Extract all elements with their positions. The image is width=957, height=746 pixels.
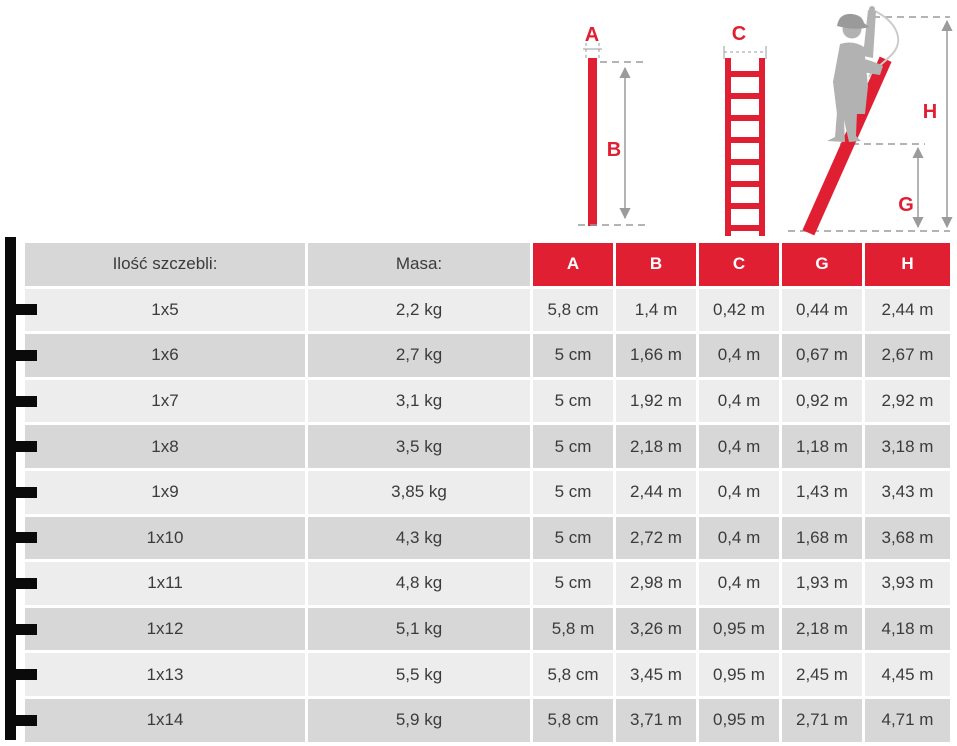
- column-header-h: H: [865, 243, 950, 286]
- dim-label-h: H: [922, 101, 938, 123]
- ladder-rung-stub: [14, 624, 37, 635]
- cell-1x7-g: 0,92 m: [782, 380, 862, 423]
- cell-1x14-b: 3,71 m: [616, 699, 696, 742]
- cell-1x7-a: 5 cm: [533, 380, 613, 423]
- cell-1x10-b: 2,72 m: [616, 517, 696, 560]
- cell-1x7-rungs: 1x7: [25, 380, 305, 423]
- cell-1x14-rungs: 1x14: [25, 699, 305, 742]
- cell-1x10-rungs: 1x10: [25, 517, 305, 560]
- cell-1x8-h: 3,18 m: [865, 425, 950, 468]
- ladder-side-profile: [578, 24, 648, 226]
- cell-1x12-h: 4,18 m: [865, 608, 950, 651]
- cell-1x13-rungs: 1x13: [25, 653, 305, 696]
- cell-1x12-mass: 5,1 kg: [308, 608, 530, 651]
- cell-1x12-g: 2,18 m: [782, 608, 862, 651]
- side-rail-bar: [588, 58, 597, 226]
- cell-1x13-c: 0,95 m: [699, 653, 779, 696]
- cell-1x5-b: 1,4 m: [616, 289, 696, 332]
- column-header-mass: Masa:: [308, 243, 530, 286]
- cell-1x5-a: 5,8 cm: [533, 289, 613, 332]
- cell-1x6-b: 1,66 m: [616, 334, 696, 377]
- cell-1x9-mass: 3,85 kg: [308, 471, 530, 514]
- cell-1x8-mass: 3,5 kg: [308, 425, 530, 468]
- cell-1x9-a: 5 cm: [533, 471, 613, 514]
- cell-1x12-b: 3,26 m: [616, 608, 696, 651]
- column-header-a: A: [533, 243, 613, 286]
- cell-1x14-g: 2,71 m: [782, 699, 862, 742]
- dim-label-g: G: [898, 194, 914, 216]
- cell-1x13-h: 4,45 m: [865, 653, 950, 696]
- cell-1x5-mass: 2,2 kg: [308, 289, 530, 332]
- ladder-front-view: [724, 23, 766, 236]
- cell-1x11-a: 5 cm: [533, 562, 613, 605]
- cell-1x14-c: 0,95 m: [699, 699, 779, 742]
- cell-1x13-a: 5,8 cm: [533, 653, 613, 696]
- ladder-rung-stub: [14, 487, 37, 498]
- dim-label-a: A: [584, 24, 600, 46]
- cell-1x12-a: 5,8 m: [533, 608, 613, 651]
- cell-1x11-b: 2,98 m: [616, 562, 696, 605]
- cell-1x9-rungs: 1x9: [25, 471, 305, 514]
- dim-label-c: C: [731, 23, 747, 45]
- ladder-rung-stub: [14, 532, 37, 543]
- climbing-scene: [788, 6, 950, 235]
- cell-1x7-h: 2,92 m: [865, 380, 950, 423]
- spec-table: [25, 243, 950, 742]
- cell-1x6-mass: 2,7 kg: [308, 334, 530, 377]
- ladder-rung-stub: [14, 350, 37, 361]
- cell-1x7-b: 1,92 m: [616, 380, 696, 423]
- dim-label-b: B: [606, 139, 622, 161]
- cell-1x6-a: 5 cm: [533, 334, 613, 377]
- ladder-rung-stub: [14, 715, 37, 726]
- cap-icon: [837, 14, 869, 29]
- cell-1x5-g: 0,44 m: [782, 289, 862, 332]
- cell-1x10-mass: 4,3 kg: [308, 517, 530, 560]
- cell-1x9-g: 1,43 m: [782, 471, 862, 514]
- cell-1x13-mass: 5,5 kg: [308, 653, 530, 696]
- cell-1x11-rungs: 1x11: [25, 562, 305, 605]
- column-header-c: C: [699, 243, 779, 286]
- cell-1x14-h: 4,71 m: [865, 699, 950, 742]
- ladder-dimension-diagram: [0, 0, 957, 240]
- cell-1x14-a: 5,8 cm: [533, 699, 613, 742]
- cell-1x5-rungs: 1x5: [25, 289, 305, 332]
- ladder-rung-stub: [14, 578, 37, 589]
- cell-1x12-rungs: 1x12: [25, 608, 305, 651]
- ladder-rung-stub: [14, 669, 37, 680]
- column-header-b: B: [616, 243, 696, 286]
- cell-1x9-b: 2,44 m: [616, 471, 696, 514]
- cell-1x10-h: 3,68 m: [865, 517, 950, 560]
- ladder-rung-stub: [14, 396, 37, 407]
- column-header-rungs: Ilość szczebli:: [25, 243, 305, 286]
- cell-1x10-c: 0,4 m: [699, 517, 779, 560]
- cell-1x11-h: 3,93 m: [865, 562, 950, 605]
- cell-1x13-b: 3,45 m: [616, 653, 696, 696]
- cell-1x9-h: 3,43 m: [865, 471, 950, 514]
- cell-1x8-c: 0,4 m: [699, 425, 779, 468]
- cell-1x6-c: 0,4 m: [699, 334, 779, 377]
- cell-1x5-c: 0,42 m: [699, 289, 779, 332]
- cell-1x6-rungs: 1x6: [25, 334, 305, 377]
- cell-1x8-rungs: 1x8: [25, 425, 305, 468]
- cell-1x10-a: 5 cm: [533, 517, 613, 560]
- cell-1x7-mass: 3,1 kg: [308, 380, 530, 423]
- cell-1x8-b: 2,18 m: [616, 425, 696, 468]
- cell-1x7-c: 0,4 m: [699, 380, 779, 423]
- cell-1x11-g: 1,93 m: [782, 562, 862, 605]
- ladder-rungs: [731, 71, 759, 231]
- cell-1x6-h: 2,67 m: [865, 334, 950, 377]
- column-header-g: G: [782, 243, 862, 286]
- cell-1x8-g: 1,18 m: [782, 425, 862, 468]
- ladder-rung-stub: [14, 441, 37, 452]
- cell-1x11-c: 0,4 m: [699, 562, 779, 605]
- cell-1x6-g: 0,67 m: [782, 334, 862, 377]
- cell-1x8-a: 5 cm: [533, 425, 613, 468]
- cell-1x13-g: 2,45 m: [782, 653, 862, 696]
- cell-1x10-g: 1,68 m: [782, 517, 862, 560]
- cell-1x12-c: 0,95 m: [699, 608, 779, 651]
- cell-1x5-h: 2,44 m: [865, 289, 950, 332]
- cell-1x14-mass: 5,9 kg: [308, 699, 530, 742]
- cell-1x11-mass: 4,8 kg: [308, 562, 530, 605]
- ladder-rung-stub: [14, 304, 37, 315]
- cell-1x9-c: 0,4 m: [699, 471, 779, 514]
